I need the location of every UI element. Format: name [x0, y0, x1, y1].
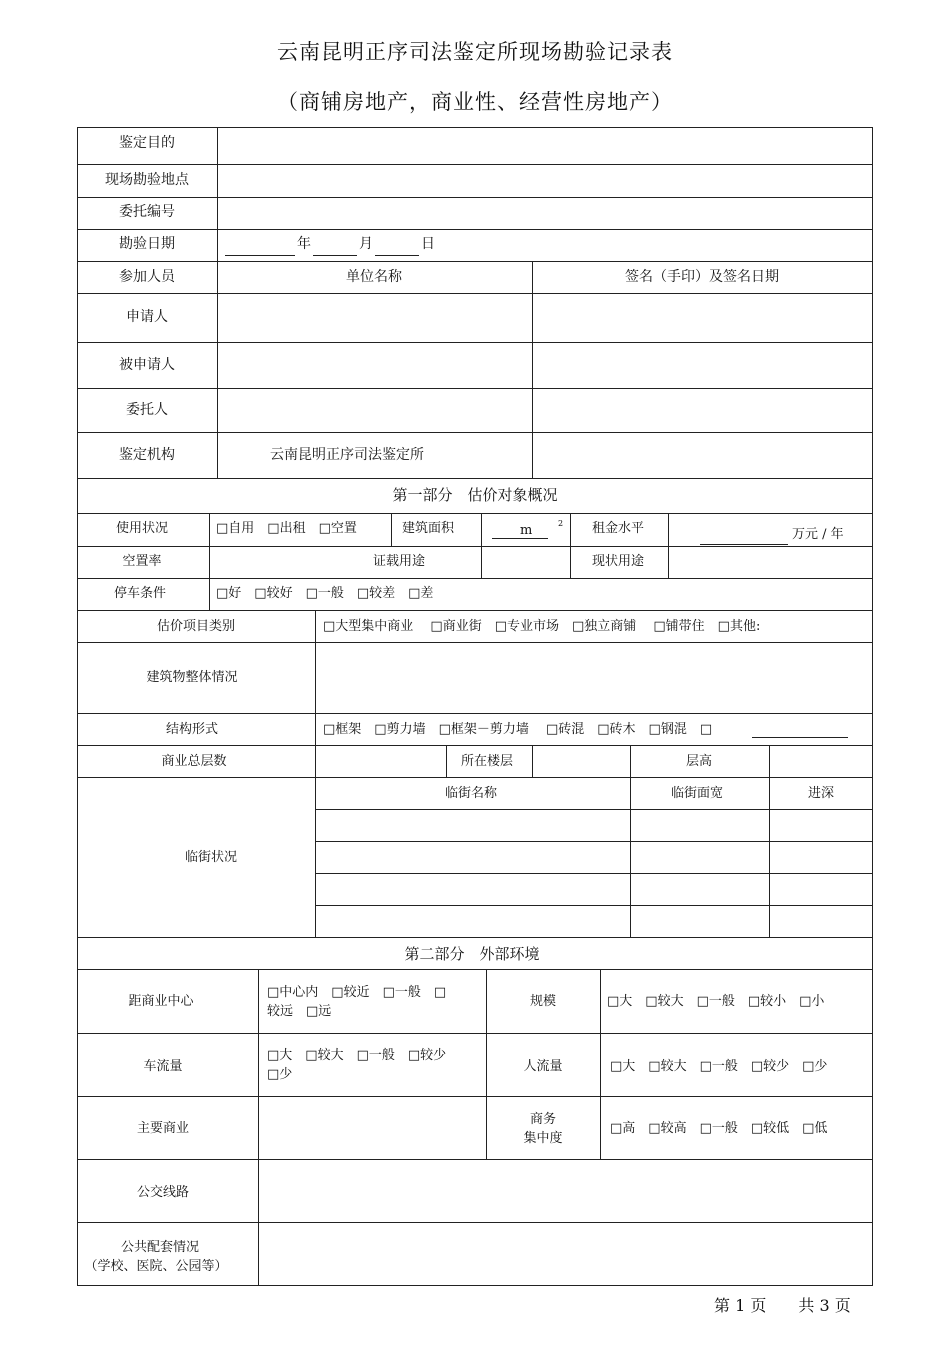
part1-heading: 第一部分 估价对象概况: [392, 486, 558, 504]
header-unit-name: 单位名称: [346, 269, 402, 285]
page-subtitle: （商铺房地产，商业性、经营性房地产）: [277, 90, 673, 114]
institution-name: 云南昆明正序司法鉴定所: [270, 447, 424, 463]
label-total-floors: 商业总层数: [161, 754, 227, 769]
label-structure: 结构形式: [165, 722, 219, 737]
use-status-options[interactable]: □自用 □出租 □空置: [216, 521, 357, 536]
header-depth: 进深: [807, 786, 835, 801]
label-institution: 鉴定机构: [119, 447, 175, 463]
label-public-2: （学校、医院、公园等）: [84, 1259, 228, 1274]
traffic-options-line2[interactable]: □少: [267, 1067, 293, 1082]
label-purpose: 鉴定目的: [119, 135, 175, 151]
label-building-overall: 建筑物整体情况: [146, 670, 238, 685]
part2-heading: 第二部分 外部环境: [404, 945, 540, 963]
label-business-conc-2: 集中度: [523, 1131, 563, 1146]
date-year: 年: [297, 236, 311, 252]
structure-options[interactable]: □框架 □剪力墙 □框架－剪力墙 □砖混 □砖木 □钢混 □: [323, 722, 713, 737]
label-traffic: 车流量: [143, 1059, 183, 1074]
label-date: 勘验日期: [119, 236, 175, 252]
area-unit: m: [520, 523, 533, 538]
label-build-area: 建筑面积: [401, 521, 455, 536]
label-applicant: 申请人: [126, 309, 168, 325]
label-distance: 距商业中心: [128, 994, 194, 1009]
label-entrust-no: 委托编号: [119, 204, 175, 220]
category-options[interactable]: □大型集中商业 □商业街 □专业市场 □独立商铺 □铺带住 □其他:: [323, 619, 761, 634]
label-scale: 规模: [529, 994, 557, 1009]
date-day: 日: [421, 236, 435, 252]
label-floor-located: 所在楼层: [460, 754, 514, 769]
label-parking: 停车条件: [113, 586, 167, 601]
scale-options[interactable]: □大 □较大 □一般 □较小 □小: [607, 994, 825, 1009]
area-unit-sup: 2: [558, 519, 564, 528]
label-street: 临街状况: [184, 850, 238, 865]
header-signature: 签名（手印）及签名日期: [625, 269, 779, 285]
header-street-width: 临街面宽: [670, 786, 724, 801]
label-respondent: 被申请人: [119, 357, 175, 373]
label-main-business: 主要商业: [136, 1121, 190, 1136]
concentration-options[interactable]: □高 □较高 □一般 □较低 □低: [610, 1121, 828, 1136]
label-public-1: 公共配套情况: [120, 1240, 200, 1255]
label-use-status: 使用状况: [115, 521, 169, 536]
header-street-name: 临街名称: [444, 786, 498, 801]
label-actual-use: 现状用途: [591, 554, 645, 569]
people-options[interactable]: □大 □较大 □一般 □较少 □少: [610, 1059, 828, 1074]
distance-options-line2[interactable]: 较远 □远: [267, 1004, 332, 1019]
parking-options[interactable]: □好 □较好 □一般 □较差 □差: [216, 586, 434, 601]
label-cert-use: 证载用途: [372, 554, 426, 569]
date-month: 月: [359, 236, 373, 252]
label-category: 估价项目类别: [156, 619, 236, 634]
label-site: 现场勘验地点: [105, 172, 189, 188]
label-rent-level: 租金水平: [591, 521, 645, 536]
rent-unit: 万元 / 年: [792, 527, 844, 542]
distance-options-line1[interactable]: □中心内 □较近 □一般 □: [267, 985, 447, 1000]
label-client: 委托人: [126, 402, 168, 418]
label-business-conc-1: 商务: [529, 1112, 557, 1127]
label-bus: 公交线路: [136, 1185, 190, 1200]
traffic-options-line1[interactable]: □大 □较大 □一般 □较少: [267, 1048, 447, 1063]
page-title: 云南昆明正序司法鉴定所现场勘验记录表: [277, 40, 673, 64]
label-vacancy: 空置率: [122, 554, 162, 569]
label-floor-height: 层高: [685, 754, 713, 769]
label-people: 人流量: [523, 1059, 563, 1074]
page-footer: 第 1 页 共 3 页: [714, 1296, 851, 1315]
label-participants: 参加人员: [119, 269, 175, 285]
